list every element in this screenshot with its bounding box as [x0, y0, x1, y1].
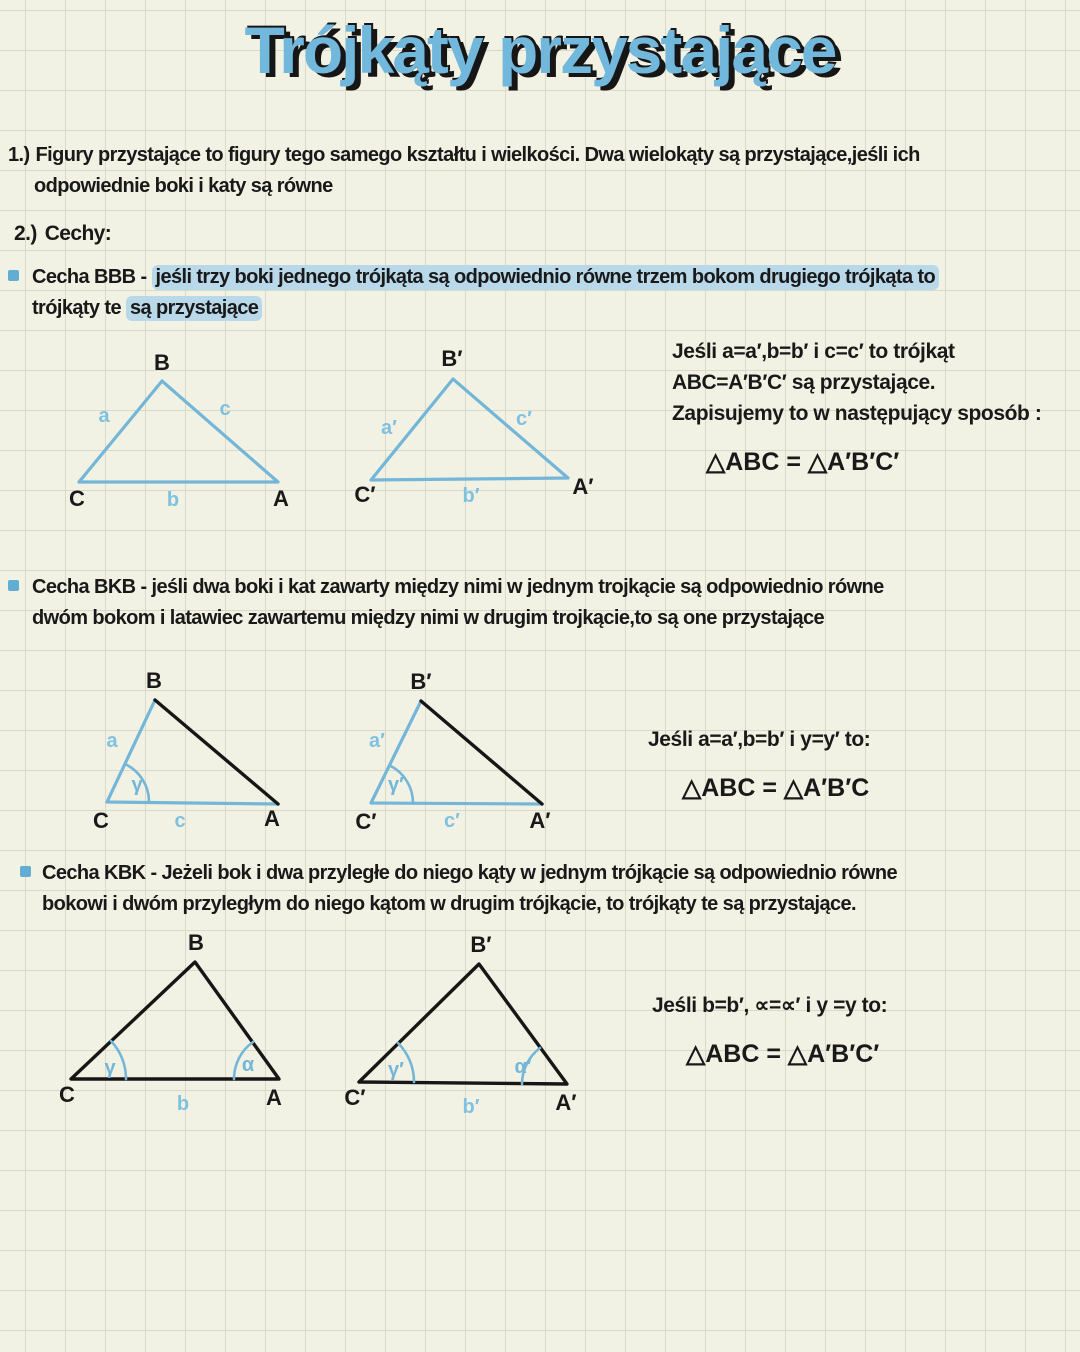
section-kbk-heading [20, 858, 897, 920]
angle-label: α′ [514, 1056, 532, 1078]
note-bkb [648, 724, 870, 804]
vertex-label: B [146, 668, 162, 693]
bbb-line2-prefix: trójkąty te [32, 297, 126, 319]
diagram-kbk-triangles [0, 930, 660, 1130]
bullet-square-icon [8, 270, 19, 281]
side-label: b [166, 489, 180, 511]
congruence-formula: △ABC = △A′B′C′ [706, 448, 900, 476]
side-label: b′ [462, 485, 480, 507]
congruence-formula: △ABC = △A′B′C [682, 774, 870, 802]
note-kbk-line-1: Jeśli b=b′, ∝=∝′ i y =y to: [652, 994, 888, 1017]
angle-label: γ [131, 774, 143, 796]
point-1-line-1 [8, 140, 920, 171]
side-label: a [106, 730, 118, 752]
side-label: c′ [516, 408, 532, 430]
triangle-abc-outline [79, 381, 278, 482]
page-title: Trójkąty przystające [244, 13, 836, 87]
note-bbb-line-2: ABC=A′B′C′ są przystające. [672, 371, 936, 394]
triangle-a1b1c1-black-side [421, 701, 542, 804]
angle-label: α [241, 1054, 255, 1076]
vertex-label: C′ [354, 482, 376, 507]
point-2-label: Cechy: [44, 222, 112, 245]
note-bbb [672, 336, 1042, 478]
triangle-abc-black-side [155, 700, 278, 804]
bkb-line-2: dwóm bokom i latawiec zawartemu między nimi w drugim trojkącie,to są one przystające [32, 607, 825, 629]
bbb-line2-highlight: są przystające [126, 296, 262, 321]
side-label: c [174, 810, 186, 832]
vertex-label: B [188, 930, 204, 955]
side-label: c′ [444, 810, 460, 832]
angle-label: γ [104, 1057, 116, 1079]
point-1 [8, 140, 920, 202]
vertex-label: A′ [572, 474, 594, 499]
note-bbb-line-1: Jeśli a=a′,b=b′ i c=c′ to trójkąt [672, 340, 955, 363]
vertex-label: C [59, 1082, 75, 1107]
vertex-label: A [273, 486, 289, 511]
point-1-number: 1.) [8, 144, 30, 166]
point-2-number: 2.) [14, 222, 37, 245]
bbb-line-2 [32, 293, 939, 324]
side-label: a [98, 405, 110, 427]
vertex-label: C [93, 808, 109, 833]
kbk-line-2: bokowi i dwóm przyległym do niego kątom w drugim trójkącie, to trójkąty te są przystające. [42, 893, 856, 915]
bbb-line1-highlight: jeśli trzy boki jednego trójkąta są odpowiednio równe trzem bokom drugiego trójkąta to [152, 265, 940, 290]
angle-label: γ′ [388, 774, 404, 796]
section-bbb-heading [8, 262, 939, 324]
vertex-label: B′ [470, 932, 492, 957]
bullet-square-icon [8, 580, 19, 591]
vertex-label: A [264, 806, 280, 831]
vertex-label: A′ [555, 1090, 577, 1115]
note-bbb-line-3: Zapisujemy to w następujący sposób : [672, 402, 1042, 425]
diagram-bkb-triangles [0, 660, 660, 845]
vertex-label: C′ [344, 1085, 366, 1110]
vertex-label: C′ [355, 809, 377, 834]
point-2 [14, 218, 111, 249]
vertex-label: C [69, 486, 85, 511]
diagram-bbb-triangles [0, 330, 660, 530]
vertex-label: B′ [441, 346, 463, 371]
point-1-text: Figury przystające to figury tego samego kształtu i wielkości. Dwa wielokąty są przystające,jeśli ich [35, 144, 920, 166]
bullet-square-icon [20, 866, 31, 877]
side-label: a′ [381, 417, 397, 439]
bkb-line-1: Cecha BKB - jeśli dwa boki i kat zawarty między nimi w jednym trojkącie są odpowiednio równe [32, 576, 884, 598]
triangle-a1b1c1-outline [371, 379, 568, 480]
vertex-label: A [266, 1085, 282, 1110]
congruence-formula: △ABC = △A′B′C′ [686, 1040, 880, 1068]
bbb-line-1 [32, 262, 939, 293]
side-label: b′ [462, 1096, 480, 1118]
kbk-line-1: Cecha KBK - Jeżeli bok i dwa przyległe do niego kąty w jednym trójkącie są odpowiednio równe [42, 862, 898, 884]
angle-label: γ′ [388, 1059, 404, 1081]
vertex-label: B′ [410, 669, 432, 694]
point-1-line-2: odpowiednie boki i katy są równe [34, 175, 333, 197]
side-label: a′ [369, 730, 385, 752]
side-label: b [176, 1093, 190, 1115]
note-bkb-line-1: Jeśli a=a′,b=b′ i y=y′ to: [648, 728, 871, 751]
vertex-label: B [154, 350, 170, 375]
note-kbk [652, 990, 887, 1070]
section-bkb-heading [8, 572, 884, 634]
side-label: c [219, 398, 231, 420]
bbb-line1-prefix: Cecha BBB - [32, 266, 152, 288]
vertex-label: A′ [529, 808, 551, 833]
